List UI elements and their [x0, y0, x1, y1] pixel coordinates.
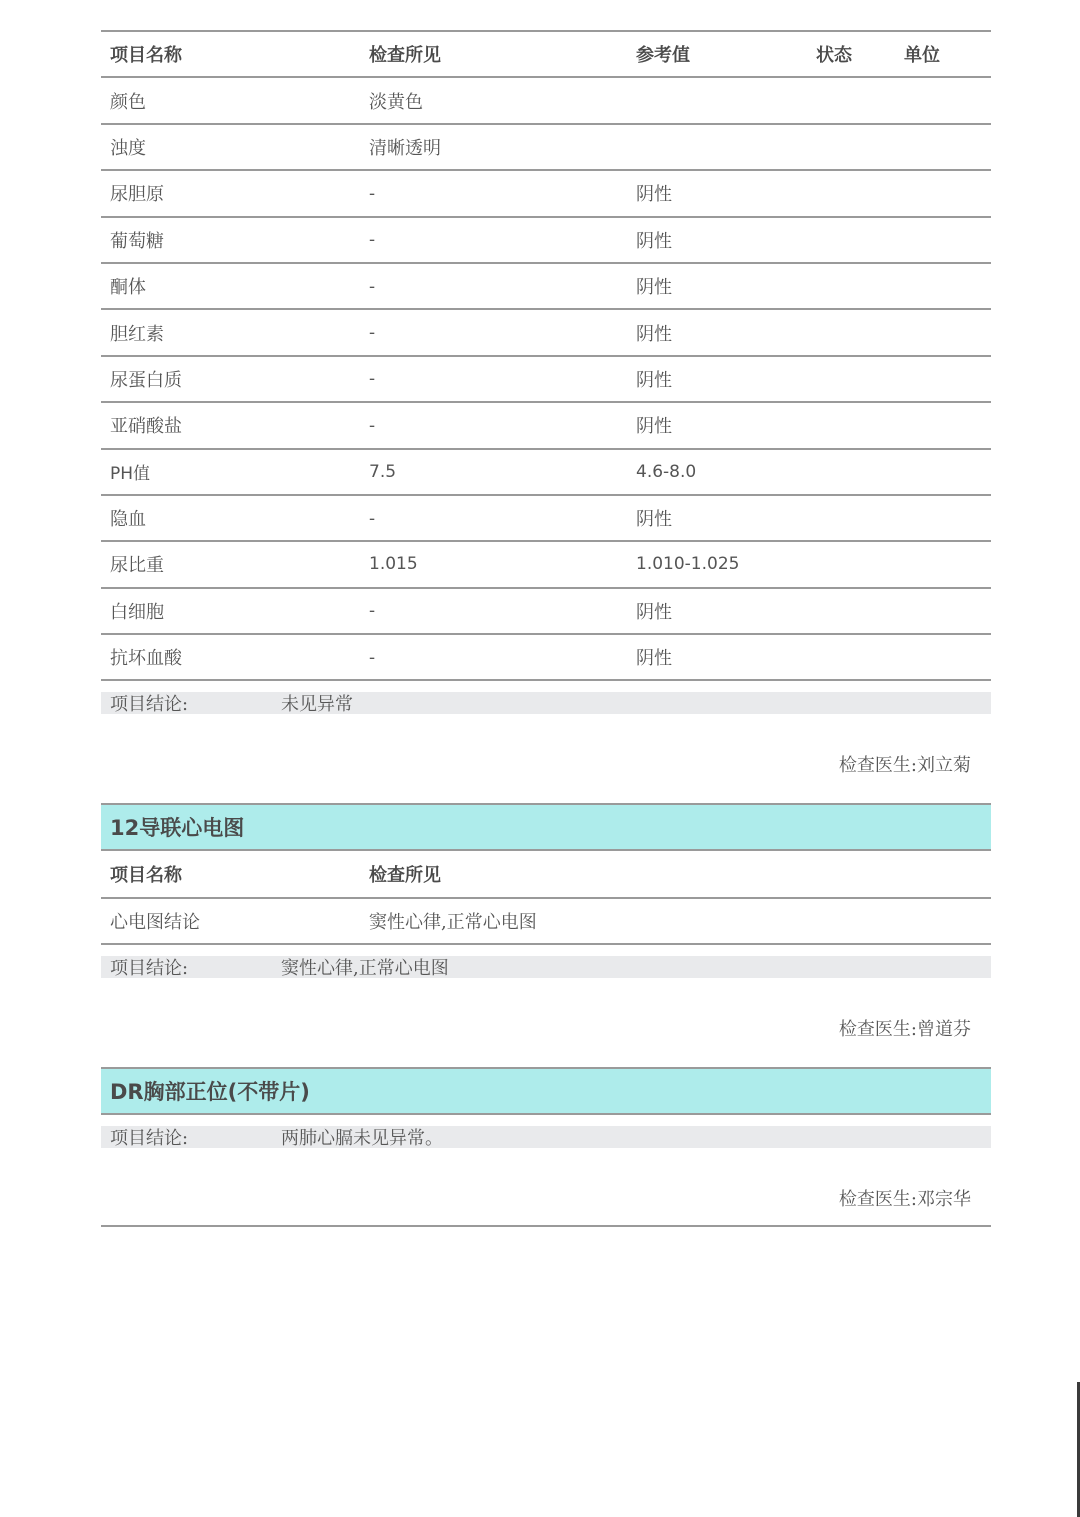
header-name: 项目名称	[101, 851, 360, 897]
item-finding: -	[360, 634, 627, 680]
header-ref: 参考值	[627, 31, 807, 77]
ecg-table	[101, 851, 991, 945]
item-finding: -	[360, 217, 627, 263]
item-unit	[895, 309, 991, 355]
urine-doctor: 检查医生:刘立菊	[838, 755, 971, 777]
item-name: PH值	[101, 449, 360, 495]
item-name: 胆红素	[101, 309, 360, 355]
conclusion-label: 项目结论:	[110, 1128, 189, 1150]
dr-doctor: 检查医生:邓宗华	[838, 1189, 971, 1211]
item-finding: 1.015	[360, 541, 627, 587]
item-ref: 阴性	[627, 588, 807, 634]
item-name: 葡萄糖	[101, 217, 360, 263]
item-ref: 阴性	[627, 495, 807, 541]
conclusion-text: 两肺心膈未见异常。	[281, 1128, 443, 1150]
item-unit	[895, 634, 991, 680]
table-row	[101, 541, 991, 587]
conclusion-label: 项目结论:	[110, 694, 189, 716]
item-name: 抗坏血酸	[101, 634, 360, 680]
item-finding: 淡黄色	[360, 77, 627, 123]
item-ref: 阴性	[627, 217, 807, 263]
conclusion-text: 未见异常	[281, 694, 353, 716]
item-unit	[895, 217, 991, 263]
item-ref: 阴性	[627, 170, 807, 216]
table-row	[101, 77, 991, 123]
item-unit	[895, 541, 991, 587]
item-unit	[895, 170, 991, 216]
item-finding: 窦性心律,正常心电图	[360, 898, 991, 944]
item-name: 心电图结论	[101, 898, 360, 944]
table-row	[101, 170, 991, 216]
ecg-header-row	[101, 851, 991, 897]
item-name: 颜色	[101, 77, 360, 123]
table-row	[101, 309, 991, 355]
item-name: 酮体	[101, 263, 360, 309]
item-finding: -	[360, 263, 627, 309]
item-status	[807, 309, 895, 355]
item-status	[807, 495, 895, 541]
item-finding: 清晰透明	[360, 124, 627, 170]
item-unit	[895, 495, 991, 541]
conclusion-label: 项目结论:	[110, 958, 189, 980]
header-status: 状态	[807, 31, 895, 77]
urine-conclusion-bar	[101, 692, 991, 714]
item-finding: -	[360, 588, 627, 634]
item-name: 浊度	[101, 124, 360, 170]
table-row	[101, 402, 991, 448]
dr-section-title: DR胸部正位(不带片)	[101, 1067, 991, 1115]
item-ref	[627, 124, 807, 170]
item-status	[807, 217, 895, 263]
item-unit	[895, 356, 991, 402]
conclusion-text: 窦性心律,正常心电图	[281, 958, 449, 980]
item-ref: 阴性	[627, 309, 807, 355]
item-ref: 阴性	[627, 356, 807, 402]
item-ref	[627, 77, 807, 123]
item-name: 隐血	[101, 495, 360, 541]
table-row	[101, 495, 991, 541]
dr-conclusion-bar	[101, 1126, 991, 1148]
ecg-conclusion-bar	[101, 956, 991, 978]
table-row	[101, 217, 991, 263]
item-unit	[895, 588, 991, 634]
urine-header-row	[101, 31, 991, 77]
item-ref: 阴性	[627, 263, 807, 309]
header-finding: 检查所见	[360, 851, 991, 897]
item-name: 尿胆原	[101, 170, 360, 216]
item-status	[807, 634, 895, 680]
item-finding: -	[360, 170, 627, 216]
item-unit	[895, 449, 991, 495]
item-status	[807, 449, 895, 495]
item-finding: 7.5	[360, 449, 627, 495]
urine-table	[101, 30, 991, 681]
item-status	[807, 541, 895, 587]
ecg-section-title: 12导联心电图	[101, 803, 991, 851]
table-row	[101, 898, 991, 944]
item-status	[807, 402, 895, 448]
header-unit: 单位	[895, 31, 991, 77]
item-name: 尿比重	[101, 541, 360, 587]
item-ref: 4.6-8.0	[627, 449, 807, 495]
item-finding: -	[360, 402, 627, 448]
item-finding: -	[360, 495, 627, 541]
item-finding: -	[360, 309, 627, 355]
item-ref: 阴性	[627, 634, 807, 680]
item-name: 白细胞	[101, 588, 360, 634]
item-status	[807, 77, 895, 123]
item-unit	[895, 124, 991, 170]
item-status	[807, 356, 895, 402]
item-status	[807, 588, 895, 634]
item-name: 尿蛋白质	[101, 356, 360, 402]
item-status	[807, 170, 895, 216]
table-row	[101, 124, 991, 170]
item-status	[807, 263, 895, 309]
item-unit	[895, 263, 991, 309]
item-unit	[895, 77, 991, 123]
item-name: 亚硝酸盐	[101, 402, 360, 448]
item-unit	[895, 402, 991, 448]
table-row	[101, 356, 991, 402]
ecg-doctor: 检查医生:曾道芬	[838, 1019, 971, 1041]
report-page	[101, 30, 991, 1227]
item-ref: 阴性	[627, 402, 807, 448]
table-row	[101, 588, 991, 634]
table-row	[101, 634, 991, 680]
header-name: 项目名称	[101, 31, 360, 77]
item-finding: -	[360, 356, 627, 402]
item-status	[807, 124, 895, 170]
table-row	[101, 449, 991, 495]
end-divider	[101, 1225, 991, 1227]
header-finding: 检查所见	[360, 31, 627, 77]
table-row	[101, 263, 991, 309]
item-ref: 1.010-1.025	[627, 541, 807, 587]
